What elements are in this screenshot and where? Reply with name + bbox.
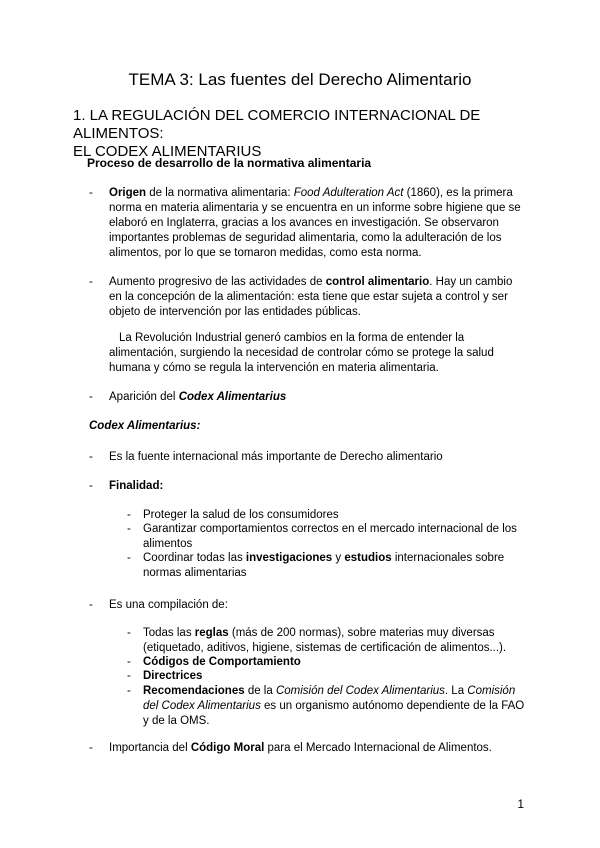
bold-text: Recomendaciones (143, 685, 245, 697)
bullet-aparicion (109, 390, 286, 405)
bold-text: investigaciones (245, 552, 333, 564)
subheading: Proceso de desarrollo de la normativa alimentaria (87, 156, 372, 170)
bullet-dash: - (89, 599, 93, 611)
text: para el Mercado Internacional de Alimentos. (264, 742, 492, 754)
bullet-control (109, 275, 527, 320)
compilacion-item: Directrices (143, 670, 203, 682)
bullet-finalidad: Finalidad: (109, 480, 164, 492)
section-heading (73, 107, 553, 161)
text: de la normativa alimentaria: (146, 187, 294, 199)
bullet-compilacion: Es una compilación de: (109, 599, 228, 611)
paragraph-revolucion: La Revolución Industrial generó cambios en la forma de entender la alimentación, surgiendo la necesidad de controlar cómo se protege la salud humana y cómo se regula la intervención en materia alimentaria. (109, 332, 494, 374)
italic-text: Comisión del Codex Alimentarius (143, 685, 516, 712)
text: de la (244, 685, 276, 697)
text: internacionales sobre normas alimentarias (143, 552, 505, 579)
bullet-dash: - (89, 187, 93, 199)
codex-heading: Codex Alimentarius: (89, 420, 201, 432)
bullet-dash: - (89, 276, 93, 288)
text: es un organismo autónomo dependiente de la FAO y de la OMS. (143, 700, 525, 727)
sub-dash: - (127, 509, 131, 521)
page-title: TEMA 3: Las fuentes del Derecho Alimentario (128, 70, 472, 89)
bold-text: reglas (194, 627, 229, 639)
italic-text: Comisión del Codex Alimentarius (275, 685, 445, 697)
section-heading-line2: EL CODEX ALIMENTARIUS (73, 143, 262, 160)
section-heading-line1: 1. LA REGULACIÓN DEL COMERCIO INTERNACIONAL DE ALIMENTOS: (73, 107, 481, 142)
bold-text: Origen (109, 187, 147, 199)
sub-dash: - (127, 656, 131, 668)
finalidad-item: Garantizar comportamientos correctos en el mercado internacional de los alimentos (143, 523, 517, 550)
sub-dash: - (127, 627, 131, 639)
bullet-dash: - (89, 451, 93, 463)
text: (1860), es la primera norma en materia alimentaria y se encuentra en un informe sobre higiene que se elaboró en Inglaterra, gracias a los avances en investigación. Se observaron importantes problemas de seguridad alimentaria, como la adulteración de los alimentos, por lo que se tomaron medidas, como esta norma. (109, 187, 521, 259)
sub-dash: - (127, 552, 131, 564)
sub-dash: - (127, 523, 131, 535)
compilacion-item (143, 626, 523, 656)
bold-italic-text: Codex Alimentarius (178, 391, 287, 403)
text: Importancia del (109, 742, 191, 754)
text: . Hay un cambio en la concepción de la alimentación: esta tiene que estar sujeta a control y ser objeto de intervención por las entidades públicas. (109, 276, 513, 318)
bullet-dash: - (89, 480, 93, 492)
italic-text: Food Adulteration Act (293, 187, 404, 199)
bullet-fuente: Es la fuente internacional más importante de Derecho alimentario (109, 451, 443, 463)
bold-text: control alimentario (325, 276, 430, 288)
text: Todas las (143, 627, 195, 639)
sub-dash: - (127, 685, 131, 697)
bold-text: Código Moral (190, 742, 265, 754)
page-number: 1 (517, 797, 524, 811)
bold-text: estudios (344, 552, 392, 564)
bullet-dash: - (89, 391, 93, 403)
bullet-origen (109, 186, 527, 261)
text: Coordinar todas las (143, 552, 246, 564)
finalidad-item: Proteger la salud de los consumidores (143, 509, 339, 521)
bullet-dash: - (89, 742, 93, 754)
text: Aumento progresivo de las actividades de (109, 276, 326, 288)
text: (más de 200 normas), sobre materias muy diversas (etiquetado, aditivos, higiene, sistemas de certificación de alimentos...). (143, 627, 507, 654)
finalidad-item (143, 551, 523, 581)
text: y (332, 552, 345, 564)
sub-dash: - (127, 670, 131, 682)
text: . La (444, 685, 468, 697)
bullet-codigo-moral (109, 741, 529, 756)
text: Aparición del (109, 391, 179, 403)
compilacion-item: Códigos de Comportamiento (143, 656, 301, 668)
compilacion-item (143, 684, 531, 729)
